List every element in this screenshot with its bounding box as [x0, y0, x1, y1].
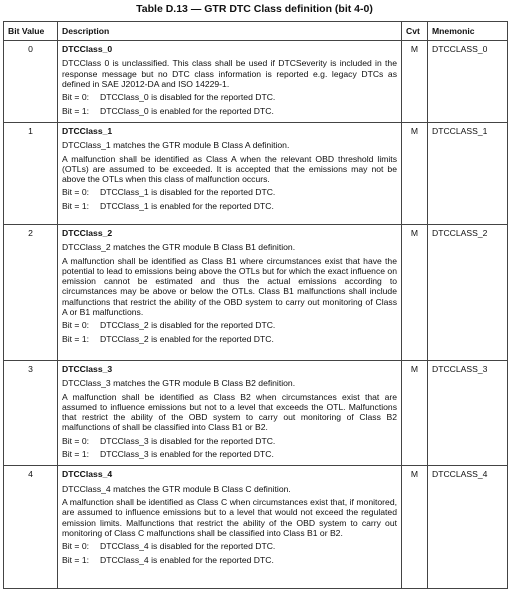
cvt-cell: M — [402, 122, 428, 224]
bit-1-text: DTCClass_0 is enabled for the reported DTC. — [100, 105, 274, 116]
bit-0-key: Bit = 0: — [62, 92, 89, 103]
mnemonic-cell: DTCCLASS_0 — [428, 41, 508, 123]
description-cell — [58, 122, 402, 224]
header-bit-value: Bit Value — [4, 22, 58, 41]
bit-0-key: Bit = 0: — [62, 187, 89, 198]
description-cell — [58, 360, 402, 466]
table-caption: Table D.13 — GTR DTC Class definition (bit 4-0) — [136, 3, 373, 15]
bit-value-cell: 3 — [4, 360, 58, 466]
bit-0-text: DTCClass_1 is disabled for the reported DTC. — [100, 187, 276, 198]
bit-0-key: Bit = 0: — [62, 435, 89, 446]
bit-value-cell: 0 — [4, 41, 58, 123]
bit-1-line — [62, 449, 397, 459]
cvt-cell: M — [402, 41, 428, 123]
bit-0-key: Bit = 0: — [62, 320, 89, 331]
bit-1-key: Bit = 1: — [62, 333, 89, 344]
class-name: DTCClass_3 — [62, 363, 113, 374]
description-paragraph: A malfunction shall be identified as Class B2 when circumstances exist that are assumed to influence emissions but not to a level that exceeds the OTL. Malfunctions that restrict the ability of the OBD system to carry out monitoring of Class B2 malfunctions of shall be classified into Class B1 or B2. — [62, 391, 397, 433]
description-cell — [58, 466, 402, 589]
description-cell — [58, 41, 402, 123]
bit-1-key: Bit = 1: — [62, 554, 89, 565]
bit-value-cell: 1 — [4, 122, 58, 224]
mnemonic-cell: DTCCLASS_1 — [428, 122, 508, 224]
bit-0-text: DTCClass_3 is disabled for the reported DTC. — [100, 435, 276, 446]
bit-0-line — [62, 541, 397, 551]
header-row — [4, 22, 508, 41]
bit-1-line — [62, 334, 397, 344]
table-row — [4, 41, 508, 123]
bit-0-line — [62, 320, 397, 330]
cvt-cell: M — [402, 360, 428, 466]
class-name: DTCClass_4 — [62, 469, 113, 480]
description-paragraph: DTCClass_1 matches the GTR module B Class A definition. — [62, 140, 290, 151]
table-row — [4, 360, 508, 466]
description-paragraph: A malfunction shall be identified as Class C when circumstances exist that, if monitored, are assumed to influence emissions but to a level that would not exceed the regulated emission limits. Malfunctions that restrict the ability of the OBD system to carry out monitoring of Class C malfunctions shall be classified into Class B1 or B2. — [62, 497, 397, 538]
bit-0-text: DTCClass_2 is disabled for the reported DTC. — [100, 320, 276, 331]
description-cell — [58, 224, 402, 360]
class-name: DTCClass_2 — [62, 227, 113, 238]
header-cvt: Cvt — [402, 22, 428, 41]
mnemonic-cell: DTCCLASS_4 — [428, 466, 508, 589]
bit-0-line — [62, 436, 397, 446]
dtc-class-table — [3, 21, 508, 589]
table-row — [4, 224, 508, 360]
bit-1-text: DTCClass_2 is enabled for the reported DTC. — [100, 333, 274, 344]
bit-0-key: Bit = 0: — [62, 541, 89, 552]
description-paragraph: DTCClass 0 is unclassified. This class shall be used if DTCSeverity is included in the response message but no DTC class information is reported e.g. legacy DTCs as defined in SAE J2012-DA and ISO 14229-1. — [62, 58, 397, 89]
bit-0-text: DTCClass_4 is disabled for the reported DTC. — [100, 541, 276, 552]
bit-value-cell: 4 — [4, 466, 58, 589]
description-paragraph: DTCClass_4 matches the GTR module B Class C definition. — [62, 483, 291, 494]
bit-0-text: DTCClass_0 is disabled for the reported DTC. — [100, 92, 276, 103]
bit-1-key: Bit = 1: — [62, 449, 89, 460]
table-row — [4, 466, 508, 589]
header-mnemonic: Mnemonic — [428, 22, 508, 41]
bit-1-key: Bit = 1: — [62, 200, 89, 211]
class-name: DTCClass_0 — [62, 44, 113, 54]
bit-1-line — [62, 555, 397, 565]
description-paragraph: A malfunction shall be identified as Class A when the relevant OBD threshold limits (OTLs) are assumed to be exceeded. It is accepted that the emissions may not be above the OTLs when this class of malfunction occurs. — [62, 153, 397, 185]
bit-value-cell: 2 — [4, 224, 58, 360]
description-paragraph: DTCClass_2 matches the GTR module B Class B1 definition. — [62, 242, 296, 253]
mnemonic-cell: DTCCLASS_3 — [428, 360, 508, 466]
table-row — [4, 122, 508, 224]
description-paragraph: A malfunction shall be identified as Class B1 where circumstances exist that have the potential to lead to emissions being above the OTLs but for which the exact influence on emission cannot be estimated and thus the actual emissions according to circumstances may be above or below the OTLs. Class B1 malfunctions shall include malfunctions that restrict the ability of the OBD system to carry out monitoring of Class A or B1 malfunctions. — [62, 255, 397, 318]
bit-1-line — [62, 201, 397, 211]
bit-1-key: Bit = 1: — [62, 105, 89, 116]
bit-1-line — [62, 106, 397, 116]
bit-0-line — [62, 92, 397, 102]
mnemonic-cell: DTCCLASS_2 — [428, 224, 508, 360]
header-description: Description — [58, 22, 402, 41]
bit-0-line — [62, 187, 397, 197]
cvt-cell: M — [402, 224, 428, 360]
class-name: DTCClass_1 — [62, 125, 113, 136]
cvt-cell: M — [402, 466, 428, 589]
description-paragraph: DTCClass_3 matches the GTR module B Class B2 definition. — [62, 378, 296, 389]
table-body — [4, 41, 508, 589]
bit-1-text: DTCClass_3 is enabled for the reported DTC. — [100, 449, 274, 460]
bit-1-text: DTCClass_1 is enabled for the reported DTC. — [100, 200, 274, 211]
bit-1-text: DTCClass_4 is enabled for the reported DTC. — [100, 554, 274, 565]
